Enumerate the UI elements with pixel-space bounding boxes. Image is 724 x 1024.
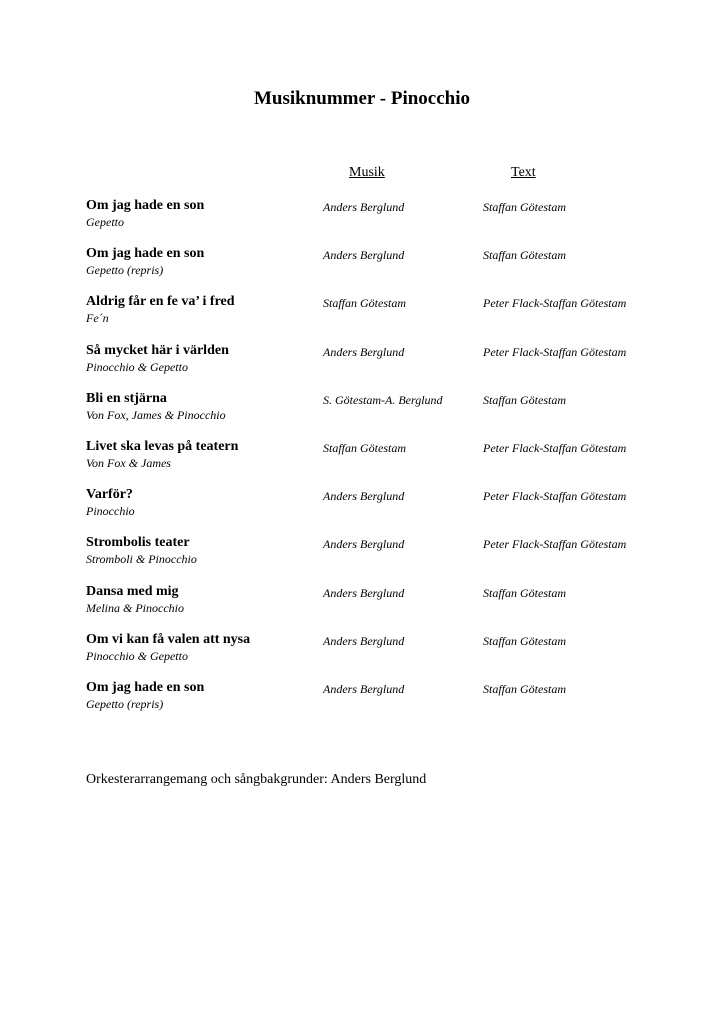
- song-singers: Pinocchio: [86, 504, 135, 519]
- song-row: [0, 391, 724, 439]
- song-composer: Anders Berglund: [323, 344, 405, 359]
- song-title: Aldrig får en fe va’ i fred: [86, 294, 235, 310]
- song-lyricist: Peter Flack-Staffan Götestam: [483, 489, 627, 504]
- footer-note: Orkesterarrangemang och sångbakgrunder: Anders Berglund: [86, 772, 427, 787]
- song-singers: Von Fox & James: [86, 455, 171, 470]
- column-header-text: Text: [511, 165, 536, 180]
- song-title: Så mycket här i världen: [86, 342, 229, 358]
- song-title: Om vi kan få valen att nysa: [86, 631, 251, 647]
- song-singers: Fe´n: [86, 311, 109, 326]
- page-title: Musiknummer - Pinocchio: [253, 88, 471, 109]
- song-row: [0, 632, 724, 680]
- song-composer: Anders Berglund: [323, 633, 405, 648]
- song-lyricist: Peter Flack-Staffan Götestam: [483, 344, 627, 359]
- song-composer: Staffan Götestam: [323, 296, 406, 311]
- song-title: Om jag hade en son: [86, 246, 205, 262]
- song-lyricist: Staffan Götestam: [483, 633, 566, 648]
- song-row: [0, 439, 724, 487]
- song-row: [0, 246, 724, 294]
- song-singers: Pinocchio & Gepetto: [86, 359, 188, 374]
- song-composer: Anders Berglund: [323, 681, 405, 696]
- song-singers: Gepetto (repris): [86, 263, 164, 278]
- song-composer: Staffan Götestam: [323, 440, 406, 455]
- song-list: [0, 198, 724, 728]
- song-row: [0, 680, 724, 728]
- song-singers: Pinocchio & Gepetto: [86, 648, 188, 663]
- song-title: Livet ska levas på teatern: [86, 438, 239, 454]
- song-composer: Anders Berglund: [323, 248, 405, 263]
- song-lyricist: Peter Flack-Staffan Götestam: [483, 296, 627, 311]
- column-header-musik: Musik: [349, 165, 385, 180]
- song-composer: Anders Berglund: [323, 585, 405, 600]
- song-title: Varför?: [86, 487, 133, 503]
- song-title: Strombolis teater: [86, 535, 190, 551]
- song-title: Bli en stjärna: [86, 390, 167, 406]
- song-title: Dansa med mig: [86, 583, 179, 599]
- song-lyricist: Staffan Götestam: [483, 585, 566, 600]
- song-composer: Anders Berglund: [323, 200, 405, 214]
- song-composer: Anders Berglund: [323, 489, 405, 504]
- song-row: [0, 535, 724, 583]
- song-row: [0, 343, 724, 391]
- song-lyricist: Staffan Götestam: [483, 681, 566, 696]
- song-singers: Gepetto (repris): [86, 696, 164, 711]
- song-row: [0, 294, 724, 342]
- song-title: Om jag hade en son: [86, 679, 205, 695]
- song-singers: Melina & Pinocchio: [86, 600, 184, 615]
- song-lyricist: Staffan Götestam: [483, 248, 566, 263]
- song-composer: S. Götestam-A. Berglund: [323, 392, 443, 407]
- song-row: [0, 198, 724, 246]
- song-singers: Gepetto: [86, 215, 124, 229]
- song-lyricist: Staffan Götestam: [483, 392, 566, 407]
- song-row: [0, 487, 724, 535]
- song-singers: Von Fox, James & Pinocchio: [86, 407, 226, 422]
- song-composer: Anders Berglund: [323, 537, 405, 552]
- song-lyricist: Staffan Götestam: [483, 200, 566, 214]
- song-title: Om jag hade en son: [86, 198, 205, 213]
- song-lyricist: Peter Flack-Staffan Götestam: [483, 440, 627, 455]
- song-singers: Stromboli & Pinocchio: [86, 552, 197, 567]
- song-lyricist: Peter Flack-Staffan Götestam: [483, 537, 627, 552]
- song-row: [0, 584, 724, 632]
